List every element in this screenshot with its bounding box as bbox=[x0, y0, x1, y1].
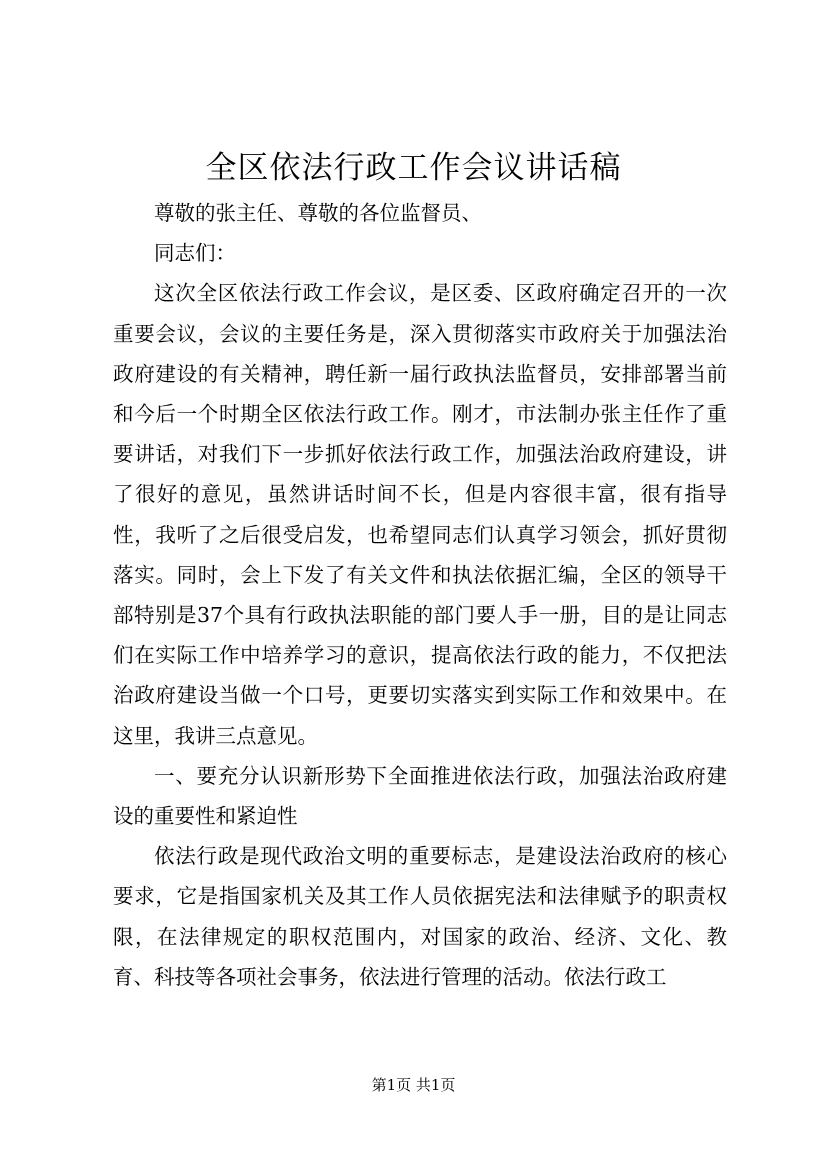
salutation-line: 同志们： bbox=[154, 241, 236, 266]
body-paragraph: 依法行政是现代政治文明的重要标志，是建设法治政府的核心要求，它是指国家机关及其工作人员依据宪法和法律赋予的职责权限，在法律规定的职权范围内，对国家的政治、经济、文化、教育、科技等各项社会事务，依法进行管理的活动。依法行政工 bbox=[113, 844, 727, 989]
body-paragraph: 这次全区依法行政工作会议，是区委、区政府确定召开的一次重要会议，会议的主要任务是，深入贯彻落实市政府关于加强法治政府建设的有关精神，聘任新一届行政执法监督员，安排部署当前和今后一个时期全区依法行政工作。刚才，市法制办张主任作了重要讲话，对我们下一步抓好依法行政工作，加强法治政府建设，讲了很好的意见，虽然讲话时间不长，但是内容很丰富，很有指导性，我听了之后很受启发，也希望同志们认真学习领会，抓好贯彻落实。同时，会上下发了有关文件和执法依据汇编，全区的领导干部特别是37个具有行政执法职能的部门要人手一册，目的是让同志们在实际工作中培养学习的意识，提高依法行政的能力，不仅把法治政府建设当做一个口号，更要切实落实到实际工作和效果中。在这里，我讲三点意见。 bbox=[113, 281, 727, 748]
salutation-line: 尊敬的张主任、尊敬的各位监督员、 bbox=[154, 201, 482, 225]
document-body bbox=[113, 193, 727, 997]
document-title: 全区依法行政工作会议讲话稿 bbox=[205, 150, 622, 186]
page-number-footer: 第1页 共1页 bbox=[371, 1076, 456, 1094]
section-heading: 一、要充分认识新形势下全面推进依法行政，加强法治政府建设的重要性和紧迫性 bbox=[113, 763, 727, 829]
